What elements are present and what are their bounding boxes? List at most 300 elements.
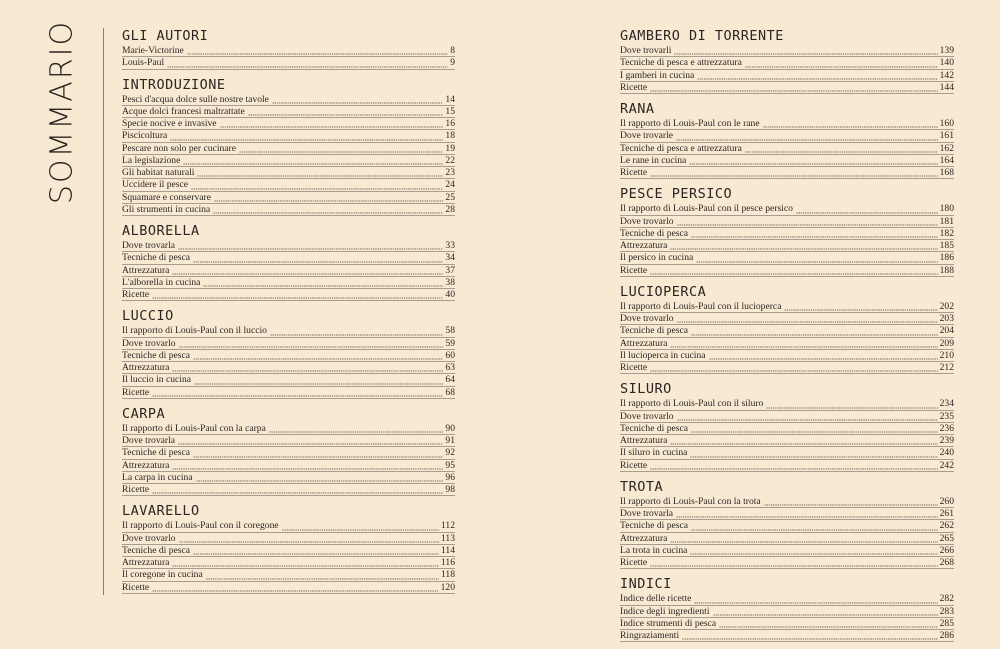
toc-entry [122, 45, 455, 57]
dot-leader [697, 73, 937, 80]
dot-leader [172, 463, 443, 470]
entry-label: La carpa in cucina [122, 471, 193, 483]
dot-leader [766, 402, 937, 409]
entry-page-number: 9 [450, 57, 455, 69]
entry-page-number: 8 [450, 45, 455, 56]
entry-label: Tecniche di pesca [122, 252, 191, 264]
dot-leader [214, 195, 443, 202]
toc-entry [122, 545, 455, 557]
toc-entry [122, 557, 455, 569]
entry-page-number: 235 [939, 410, 954, 422]
entry-page-number: 95 [445, 459, 455, 471]
toc-section [620, 576, 954, 642]
dot-leader [650, 365, 937, 372]
toc-column-right [620, 28, 954, 649]
toc-section [122, 503, 455, 594]
entry-page-number: 142 [939, 69, 954, 81]
dot-leader [691, 426, 938, 433]
section-title: ALBORELLA [122, 223, 200, 239]
entry-page-number: 240 [939, 447, 954, 459]
toc-entry [620, 118, 954, 130]
entry-page-number: 113 [440, 532, 455, 544]
toc-entry [620, 460, 954, 472]
dot-leader [796, 207, 938, 214]
entry-label: Il lucioperca in cucina [620, 349, 706, 361]
entry-label: Il luccio in cucina [122, 374, 191, 386]
toc-column-left [122, 28, 455, 601]
toc-entry [620, 167, 954, 179]
dot-leader [193, 451, 443, 458]
entry-page-number: 112 [440, 520, 455, 532]
entry-page-number: 162 [939, 142, 954, 154]
entry-page-number: 139 [939, 45, 954, 56]
entry-label: Specie nocive e invasive [122, 118, 217, 129]
dot-leader [690, 548, 937, 555]
dot-leader [194, 378, 443, 385]
entry-label: Pescare non solo per cucinare [122, 142, 237, 154]
entry-label: Tecniche di pesca [122, 447, 191, 459]
toc-entry [122, 143, 455, 155]
entry-page-number: 60 [445, 349, 455, 361]
toc-entry [122, 265, 455, 277]
entry-page-number: 283 [939, 605, 954, 617]
entry-page-number: 204 [939, 325, 954, 337]
toc-entry [122, 57, 455, 69]
dot-leader [172, 560, 439, 567]
toc-entry [620, 265, 954, 277]
dot-leader [191, 183, 443, 190]
entry-label: Attrezzatura [122, 557, 170, 568]
toc-entry [620, 520, 954, 532]
dot-leader [674, 48, 937, 55]
entry-label: Indice degli ingredienti [620, 605, 710, 617]
entry-label: Ricette [620, 362, 648, 373]
toc-entry [620, 228, 954, 240]
toc-entry [122, 167, 455, 179]
toc-entry [620, 545, 954, 557]
toc-entry [620, 411, 954, 423]
toc-entry [620, 155, 954, 167]
entry-label: Dove trovarlo [620, 410, 674, 422]
entry-page-number: 188 [939, 264, 954, 276]
dot-leader [172, 365, 443, 372]
entry-page-number: 16 [445, 118, 455, 129]
dot-leader [650, 463, 937, 470]
entry-page-number: 23 [445, 167, 455, 178]
toc-entry [620, 325, 954, 337]
entry-label: Gli habitat naturali [122, 167, 195, 178]
toc-entry [620, 240, 954, 252]
toc-entry [620, 203, 954, 215]
toc-entry [620, 130, 954, 142]
toc-entry [122, 289, 455, 301]
toc-entry [122, 350, 455, 362]
entry-page-number: 96 [445, 471, 455, 483]
entry-label: Dove trovarla [122, 240, 176, 251]
toc-entry [122, 277, 455, 289]
dot-leader [694, 597, 937, 604]
dot-leader [270, 329, 443, 336]
entry-page-number: 285 [939, 617, 954, 629]
entry-label: Indice delle ricette [620, 593, 692, 605]
section-title: LAVARELLO [122, 503, 200, 520]
section-title: INDICI [620, 576, 672, 593]
toc-section [620, 186, 954, 277]
entry-page-number: 266 [939, 544, 954, 556]
dot-leader [172, 268, 443, 275]
dot-leader [691, 329, 938, 336]
entry-label: Ricette [122, 289, 150, 300]
entry-label: Louis-Paul [122, 57, 165, 69]
entry-label: Dove trovarlo [620, 313, 674, 324]
section-title: SILURO [620, 381, 672, 398]
dot-leader [650, 85, 937, 92]
entry-page-number: 236 [939, 422, 954, 434]
page-title: SOMMARIO [44, 19, 80, 205]
dot-leader [183, 158, 443, 165]
entry-label: Dove trovarli [620, 45, 672, 56]
entry-label: Marie-Victorine [122, 45, 184, 56]
toc-entry [122, 582, 455, 594]
entry-page-number: 120 [440, 581, 455, 593]
entry-label: Acque dolci francesi maltrattate [122, 105, 245, 117]
entry-page-number: 58 [445, 325, 455, 337]
dot-leader [670, 438, 937, 445]
entry-page-number: 28 [445, 203, 455, 215]
entry-label: Il rapporto di Louis-Paul con il lucioperca [620, 300, 782, 312]
dot-leader [193, 548, 439, 555]
toc-section [122, 223, 455, 301]
dot-leader [764, 499, 938, 506]
dot-leader [677, 414, 938, 421]
toc-entry [620, 70, 954, 82]
dot-leader [676, 134, 938, 141]
entry-label: Le rane in cucina [620, 154, 687, 166]
entry-label: Dove trovarla [122, 435, 176, 446]
entry-page-number: 98 [445, 484, 455, 495]
entry-label: Uccidere il pesce [122, 179, 189, 191]
entry-page-number: 14 [445, 93, 455, 105]
entry-page-number: 90 [445, 422, 455, 434]
dot-leader [248, 109, 444, 116]
entry-page-number: 116 [440, 557, 455, 568]
toc-entry [122, 252, 455, 264]
toc-entry [122, 435, 455, 447]
toc-entry [620, 630, 954, 642]
entry-label: Il rapporto di Louis-Paul con la carpa [122, 422, 266, 434]
dot-leader [650, 560, 937, 567]
entry-page-number: 161 [939, 130, 954, 142]
entry-label: Dove trovarla [620, 508, 674, 519]
entry-label: Tecniche di pesca [620, 422, 689, 434]
toc-section [620, 284, 954, 375]
toc-section [620, 101, 954, 179]
toc-entry [122, 533, 455, 545]
toc-entry [122, 338, 455, 350]
dot-leader [196, 475, 444, 482]
toc-entry [620, 57, 954, 69]
dot-leader [682, 633, 937, 640]
entry-page-number: 262 [939, 520, 954, 532]
toc-entry [122, 484, 455, 496]
dot-leader [709, 353, 938, 360]
toc-entry [620, 435, 954, 447]
toc-section [122, 28, 455, 70]
entry-label: Tecniche di pesca e attrezzatura [620, 142, 742, 154]
toc-entry [620, 350, 954, 362]
section-title: GAMBERO DI TORRENTE [620, 28, 784, 44]
dot-leader [745, 61, 938, 68]
toc-entry [122, 374, 455, 386]
dot-leader [650, 170, 937, 177]
entry-page-number: 34 [445, 252, 455, 264]
entry-label: Il rapporto di Louis-Paul con il pesce persico [620, 203, 793, 215]
toc-entry [620, 618, 954, 630]
entry-label: Il rapporto di Louis-Paul con il siluro [620, 398, 764, 410]
dot-leader [689, 158, 937, 165]
dot-leader [691, 524, 938, 531]
dot-leader [152, 390, 443, 397]
entry-label: Ricette [122, 581, 150, 593]
toc-entry [620, 252, 954, 264]
section-title: TROTA [620, 478, 664, 495]
entry-page-number: 234 [939, 398, 954, 410]
entry-label: Tecniche di pesca [620, 227, 689, 239]
dot-leader [152, 292, 443, 299]
entry-page-number: 22 [445, 154, 455, 166]
toc-entry [122, 155, 455, 167]
entry-label: Pesci d'acqua dolce sulle nostre tavole [122, 93, 269, 105]
dot-leader [178, 243, 443, 250]
dot-leader [677, 316, 938, 323]
entry-page-number: 118 [440, 569, 455, 581]
entry-label: Attrezzatura [620, 532, 668, 544]
toc-entry [620, 606, 954, 618]
dot-leader [676, 511, 938, 518]
toc-section [620, 381, 954, 472]
dot-leader [719, 621, 937, 628]
entry-page-number: 59 [445, 337, 455, 349]
entry-page-number: 168 [939, 167, 954, 178]
entry-label: Ricette [620, 557, 648, 568]
entry-page-number: 38 [445, 276, 455, 288]
entry-label: Indice strumenti di pesca [620, 617, 717, 629]
entry-label: Tecniche di pesca [122, 349, 191, 361]
toc-entry [620, 508, 954, 520]
entry-page-number: 282 [939, 593, 954, 605]
dot-leader [187, 48, 448, 55]
entry-page-number: 261 [939, 508, 954, 519]
entry-page-number: 91 [445, 435, 455, 446]
entry-page-number: 286 [939, 630, 954, 641]
entry-label: Il siluro in cucina [620, 447, 688, 459]
toc-entry [122, 460, 455, 472]
entry-label: I gamberi in cucina [620, 69, 695, 81]
dot-leader [167, 61, 448, 68]
entry-label: Attrezzatura [620, 435, 668, 446]
toc-entry [122, 362, 455, 374]
dot-leader [745, 146, 938, 153]
toc-entry [122, 118, 455, 130]
toc-entry [620, 313, 954, 325]
entry-page-number: 180 [939, 203, 954, 215]
entry-label: Ricette [620, 459, 648, 471]
entry-page-number: 114 [440, 544, 455, 556]
section-title: INTRODUZIONE [122, 76, 226, 93]
section-title: LUCIOPERCA [620, 283, 707, 300]
section-title: LUCCIO [122, 308, 174, 325]
dot-leader [203, 280, 443, 287]
dot-leader [193, 256, 443, 263]
entry-label: Ricette [122, 484, 150, 495]
entry-label: Dove trovarlo [620, 215, 674, 227]
dot-leader [690, 451, 937, 458]
section-title: GLI AUTORI [122, 28, 209, 44]
entry-label: L'alborella in cucina [122, 276, 201, 288]
entry-label: Piscicoltura [122, 130, 168, 142]
dot-leader [696, 256, 937, 263]
section-title: RANA [620, 101, 655, 117]
entry-page-number: 160 [939, 118, 954, 129]
entry-label: Attrezzatura [620, 337, 668, 349]
toc-entry [620, 82, 954, 94]
entry-label: Dove trovarlo [122, 532, 176, 544]
entry-page-number: 40 [445, 289, 455, 300]
dot-leader [197, 170, 443, 177]
entry-label: Il rapporto di Louis-Paul con il coregone [122, 520, 279, 532]
dot-leader [272, 97, 443, 104]
toc-entry [620, 143, 954, 155]
vertical-divider [103, 28, 104, 595]
entry-page-number: 68 [445, 386, 455, 398]
dot-leader [650, 268, 937, 275]
entry-page-number: 260 [939, 495, 954, 507]
toc-entry [122, 423, 455, 435]
entry-page-number: 212 [939, 362, 954, 373]
toc-entry [620, 45, 954, 57]
dot-leader [152, 585, 438, 592]
entry-label: Dove trovarlo [122, 337, 176, 349]
toc-entry [620, 496, 954, 508]
section-title: CARPA [122, 405, 166, 422]
dot-leader [691, 231, 938, 238]
entry-page-number: 182 [939, 227, 954, 239]
toc-entry [122, 204, 455, 216]
entry-label: Ringraziamenti [620, 630, 680, 641]
entry-label: Tecniche di pesca [620, 325, 689, 337]
toc-entry [122, 179, 455, 191]
entry-page-number: 203 [939, 313, 954, 324]
entry-page-number: 209 [939, 337, 954, 349]
entry-page-number: 202 [939, 300, 954, 312]
dot-leader [784, 304, 937, 311]
toc-entry [122, 447, 455, 459]
toc-section [122, 77, 455, 217]
toc-section [620, 479, 954, 570]
dot-leader [179, 536, 439, 543]
entry-label: Tecniche di pesca [620, 520, 689, 532]
toc-entry [620, 557, 954, 569]
entry-label: Attrezzatura [122, 362, 170, 373]
dot-leader [670, 341, 937, 348]
entry-page-number: 239 [939, 435, 954, 446]
entry-page-number: 24 [445, 179, 455, 191]
toc-entry [620, 362, 954, 374]
entry-page-number: 186 [939, 252, 954, 264]
toc-entry [122, 240, 455, 252]
toc-entry [620, 301, 954, 313]
entry-page-number: 268 [939, 557, 954, 568]
entry-label: Ricette [620, 264, 648, 276]
entry-label: Tecniche di pesca [122, 544, 191, 556]
entry-page-number: 210 [939, 349, 954, 361]
entry-label: Ricette [122, 386, 150, 398]
entry-page-number: 63 [445, 362, 455, 373]
entry-page-number: 15 [445, 105, 455, 117]
entry-label: Il rapporto di Louis-Paul con la trota [620, 495, 761, 507]
toc-entry [620, 216, 954, 228]
entry-label: Squamare e conservare [122, 191, 211, 203]
entry-page-number: 140 [939, 57, 954, 69]
dot-leader [220, 121, 444, 128]
entry-page-number: 164 [939, 154, 954, 166]
entry-label: Attrezzatura [122, 459, 170, 471]
toc-entry [122, 387, 455, 399]
dot-leader [670, 243, 937, 250]
dot-leader [713, 609, 938, 616]
entry-page-number: 64 [445, 374, 455, 386]
dot-leader [239, 146, 443, 153]
dot-leader [670, 536, 937, 543]
toc-entry [620, 338, 954, 350]
dot-leader [178, 438, 443, 445]
entry-label: Il coregone in cucina [122, 569, 203, 581]
toc-entry [122, 94, 455, 106]
toc-entry [122, 325, 455, 337]
section-title: PESCE PERSICO [620, 186, 733, 203]
toc-section [620, 28, 954, 94]
entry-page-number: 185 [939, 240, 954, 251]
dot-leader [282, 524, 439, 531]
toc-entry [620, 423, 954, 435]
entry-page-number: 33 [445, 240, 455, 251]
toc-entry [122, 472, 455, 484]
dot-leader [206, 573, 439, 580]
entry-label: Tecniche di pesca e attrezzatura [620, 57, 742, 69]
toc-entry [122, 569, 455, 581]
entry-label: La legislazione [122, 154, 181, 166]
dot-leader [179, 341, 444, 348]
toc-entry [620, 398, 954, 410]
entry-label: Ricette [620, 81, 648, 93]
entry-page-number: 144 [939, 81, 954, 93]
entry-label: Attrezzatura [620, 240, 668, 251]
entry-page-number: 242 [939, 459, 954, 471]
entry-page-number: 181 [939, 215, 954, 227]
entry-page-number: 92 [445, 447, 455, 459]
entry-page-number: 37 [445, 264, 455, 276]
entry-label: Il persico in cucina [620, 252, 694, 264]
entry-page-number: 265 [939, 532, 954, 544]
toc-section [122, 308, 455, 399]
dot-leader [170, 134, 443, 141]
entry-label: Il rapporto di Louis-Paul con le rane [620, 118, 760, 129]
toc-entry [122, 130, 455, 142]
entry-label: Attrezzatura [122, 264, 170, 276]
entry-label: Il rapporto di Louis-Paul con il luccio [122, 325, 267, 337]
entry-label: Ricette [620, 167, 648, 178]
entry-page-number: 18 [445, 130, 455, 142]
